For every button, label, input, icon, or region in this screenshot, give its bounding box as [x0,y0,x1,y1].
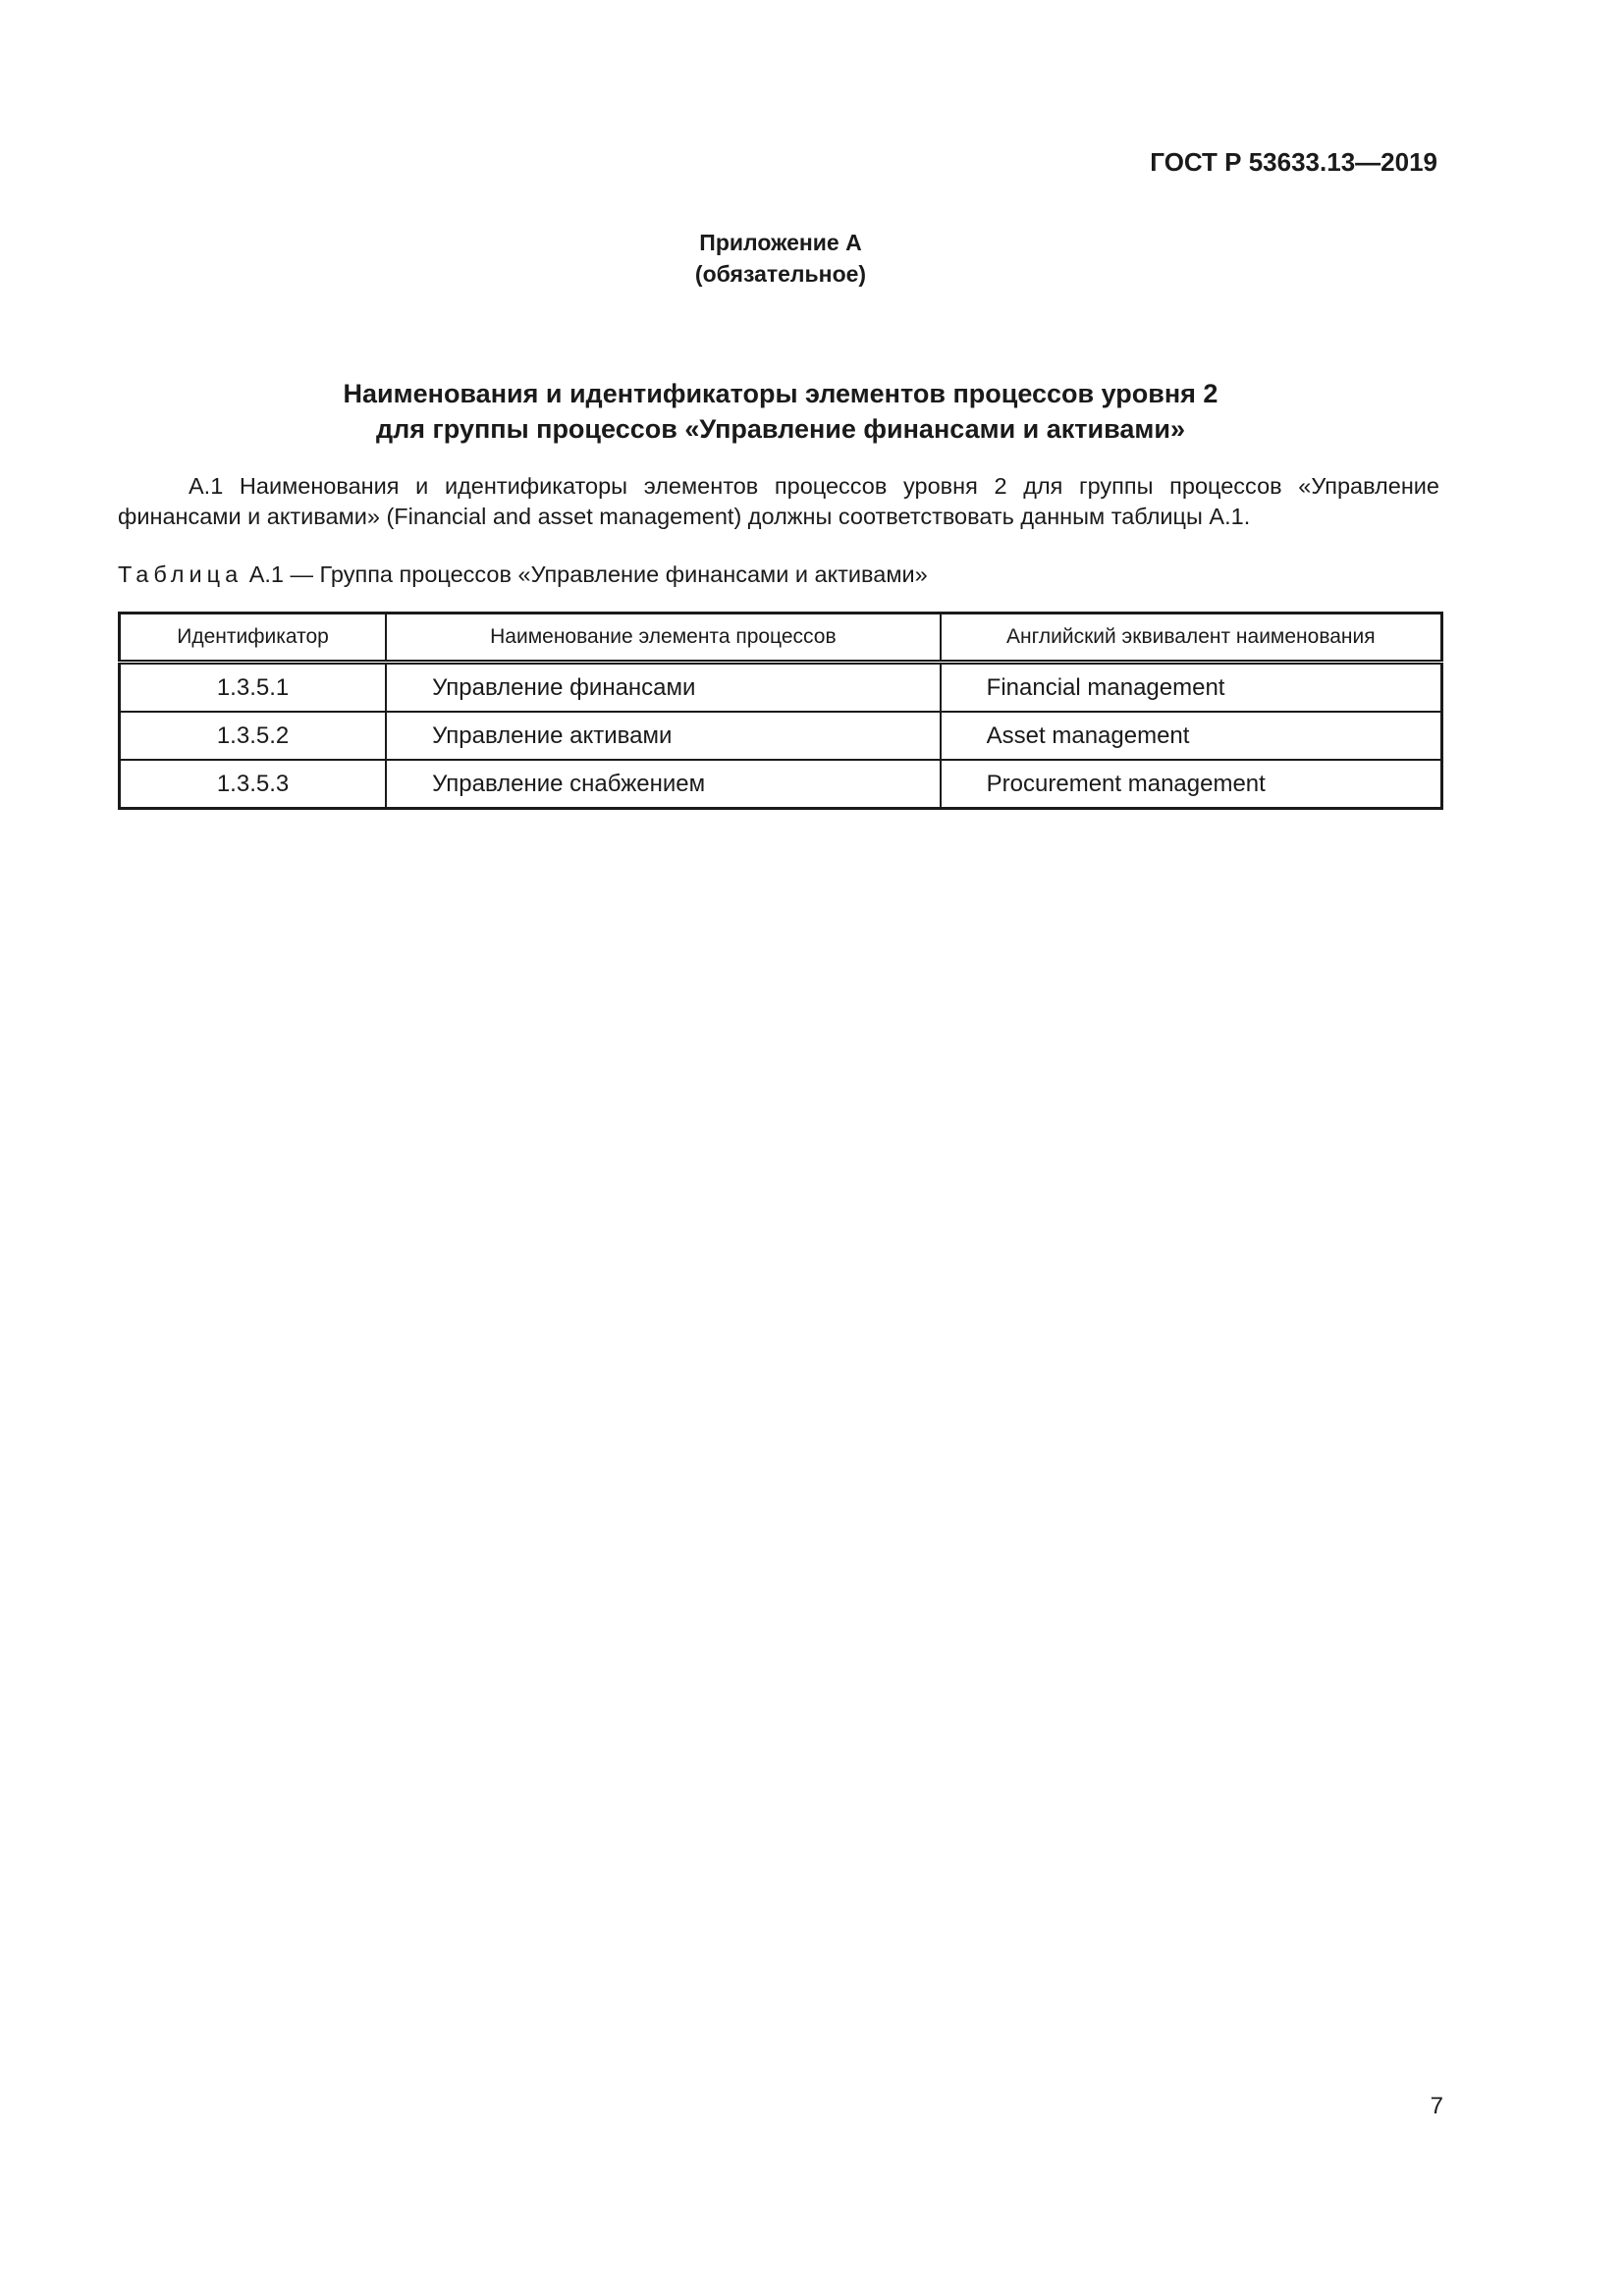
cell-english: Financial management [941,663,1442,713]
cell-identifier: 1.3.5.2 [120,712,387,760]
appendix-title: Приложение А [699,230,862,255]
cell-name: Управление активами [386,712,941,760]
cell-english: Procurement management [941,760,1442,809]
table-row [120,760,1442,809]
page-number: 7 [1430,2093,1443,2119]
cell-name: Управление снабжением [386,760,941,809]
table-caption-text: А.1 — Группа процессов «Управление финансами и активами» [248,561,928,587]
table-row [120,712,1442,760]
section-title-line-2: для группы процессов «Управление финансами и активами» [376,414,1185,444]
cell-name: Управление финансами [386,663,941,713]
section-title [0,376,1561,447]
table-row [120,663,1442,713]
process-table [118,612,1443,810]
appendix-status: (обязательное) [694,261,867,287]
table-header-row [120,614,1442,663]
header-identifier: Идентификатор [120,614,387,663]
section-title-line-1: Наименования и идентификаторы элементов процессов уровня 2 [343,379,1218,408]
document-id: ГОСТ Р 53633.13—2019 [1150,147,1437,177]
table-caption [118,560,928,589]
table-caption-label: Таблица [118,561,244,587]
body-paragraph: А.1 Наименования и идентификаторы элементов процессов уровня 2 для группы процессов «Управление финансами и активами» (Financial and asset management) должны соответствовать данным таблицы А.1. [118,473,1439,529]
header-process-element-name: Наименование элемента процессов [386,614,941,663]
header-english-equivalent: Английский эквивалент наименования [941,614,1442,663]
cell-identifier: 1.3.5.1 [120,663,387,713]
cell-identifier: 1.3.5.3 [120,760,387,809]
cell-english: Asset management [941,712,1442,760]
